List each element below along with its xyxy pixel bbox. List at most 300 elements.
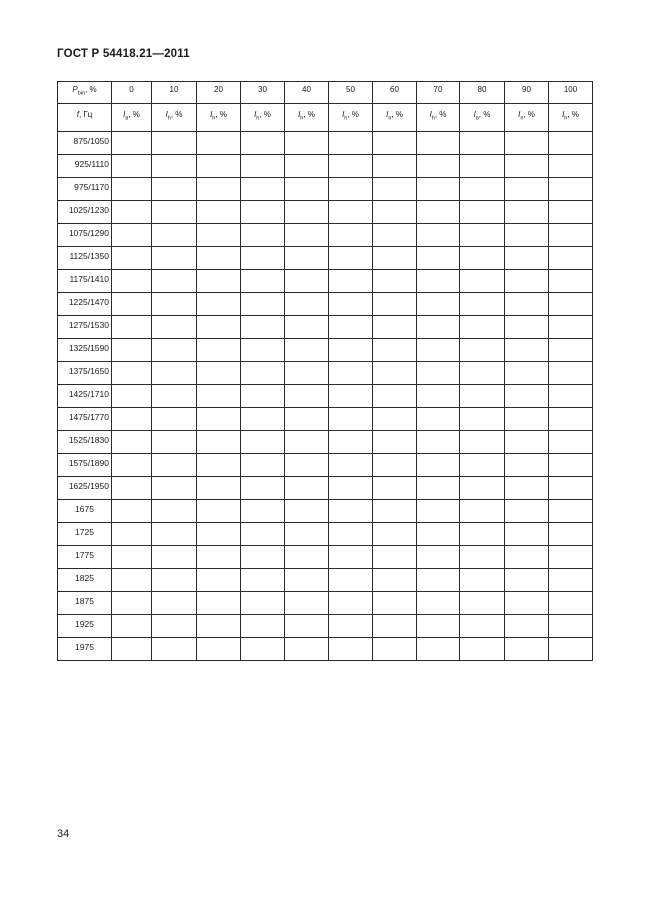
value-cell [505,615,549,638]
power-level-cell: 0 [112,82,152,104]
table-row [58,523,593,546]
value-cell [197,385,241,408]
value-cell [152,132,197,155]
frequency-cell: 1225/1470 [58,293,112,316]
value-cell [152,431,197,454]
value-cell [152,569,197,592]
value-cell [112,500,152,523]
frequency-cell: 875/1050 [58,132,112,155]
value-cell [241,270,285,293]
frequency-cell: 1025/1230 [58,201,112,224]
table-row [58,431,593,454]
value-cell [460,178,505,201]
value-cell [152,339,197,362]
value-cell [112,523,152,546]
value-cell [285,385,329,408]
power-level-cell: 10 [152,82,197,104]
value-cell [460,638,505,661]
value-cell [460,523,505,546]
value-cell [505,178,549,201]
value-cell [197,569,241,592]
value-cell [241,569,285,592]
value-cell [549,224,593,247]
frequency-cell: 1325/1590 [58,339,112,362]
value-cell [417,408,460,431]
value-cell [549,431,593,454]
value-cell [549,569,593,592]
value-cell [285,155,329,178]
frequency-header-cell: f, Гц [58,104,112,132]
table-row [58,247,593,270]
value-cell [329,454,373,477]
value-cell [152,178,197,201]
table-row [58,178,593,201]
value-cell [549,247,593,270]
value-cell [285,247,329,270]
value-cell [549,155,593,178]
value-cell [152,201,197,224]
value-cell [197,316,241,339]
power-header-cell: $P_{bin}$, % [58,82,112,104]
value-cell [197,408,241,431]
frequency-cell: 1975 [58,638,112,661]
value-cell [549,385,593,408]
table-row [58,316,593,339]
value-cell [417,546,460,569]
value-cell [112,339,152,362]
table-row [58,132,593,155]
value-cell [241,638,285,661]
value-cell [241,454,285,477]
value-cell [460,408,505,431]
current-unit-cell: $I_в$, % [112,104,152,132]
value-cell [152,385,197,408]
value-cell [112,316,152,339]
value-cell [152,247,197,270]
value-cell [329,592,373,615]
value-cell [549,362,593,385]
power-level-header-row [58,82,593,104]
power-level-cell: 30 [241,82,285,104]
value-cell [460,362,505,385]
table-row [58,293,593,316]
value-cell [460,132,505,155]
value-cell [197,500,241,523]
value-cell [549,477,593,500]
power-level-cell: 50 [329,82,373,104]
value-cell [241,500,285,523]
value-cell [197,293,241,316]
value-cell [549,546,593,569]
frequency-cell: 1075/1290 [58,224,112,247]
value-cell [197,224,241,247]
value-cell [285,178,329,201]
value-cell [112,592,152,615]
value-cell [373,615,417,638]
value-cell [329,293,373,316]
value-cell [285,362,329,385]
power-level-cell: 60 [373,82,417,104]
value-cell [549,270,593,293]
value-cell [112,385,152,408]
value-cell [373,408,417,431]
frequency-cell: 1575/1890 [58,454,112,477]
value-cell [285,477,329,500]
value-cell [417,385,460,408]
value-cell [505,293,549,316]
table-row [58,270,593,293]
current-unit-cell: $I_h$, % [285,104,329,132]
value-cell [373,500,417,523]
value-cell [460,293,505,316]
document-header: ГОСТ Р 54418.21—2011 [57,48,190,60]
value-cell [505,523,549,546]
value-cell [329,201,373,224]
value-cell [417,224,460,247]
value-cell [373,132,417,155]
value-cell [417,431,460,454]
value-cell [549,293,593,316]
value-cell [197,201,241,224]
value-cell [285,592,329,615]
value-cell [285,569,329,592]
value-cell [112,546,152,569]
value-cell [417,592,460,615]
value-cell [329,638,373,661]
value-cell [285,500,329,523]
table-row [58,201,593,224]
value-cell [241,316,285,339]
value-cell [197,431,241,454]
value-cell [549,592,593,615]
value-cell [152,546,197,569]
frequency-cell: 1425/1710 [58,385,112,408]
value-cell [329,362,373,385]
value-cell [549,316,593,339]
value-cell [241,385,285,408]
value-cell [241,201,285,224]
value-cell [505,201,549,224]
value-cell [505,385,549,408]
value-cell [152,270,197,293]
value-cell [505,477,549,500]
frequency-cell: 925/1110 [58,155,112,178]
value-cell [417,454,460,477]
value-cell [285,408,329,431]
value-cell [197,638,241,661]
value-cell [152,500,197,523]
value-cell [417,638,460,661]
value-cell [152,408,197,431]
table-row [58,638,593,661]
value-cell [373,224,417,247]
value-cell [460,385,505,408]
value-cell [285,339,329,362]
value-cell [285,431,329,454]
value-cell [285,270,329,293]
table-row [58,362,593,385]
value-cell [505,431,549,454]
value-cell [241,132,285,155]
value-cell [197,270,241,293]
table-row [58,569,593,592]
frequency-cell: 975/1170 [58,178,112,201]
value-cell [152,293,197,316]
value-cell [460,615,505,638]
frequency-cell: 1725 [58,523,112,546]
value-cell [197,523,241,546]
value-cell [373,477,417,500]
measurement-table [57,81,593,661]
frequency-cell: 1175/1410 [58,270,112,293]
value-cell [241,224,285,247]
value-cell [112,615,152,638]
value-cell [329,408,373,431]
value-cell [505,224,549,247]
value-cell [505,569,549,592]
value-cell [373,454,417,477]
value-cell [417,155,460,178]
frequency-cell: 1825 [58,569,112,592]
value-cell [549,523,593,546]
value-cell [112,362,152,385]
value-cell [417,293,460,316]
value-cell [373,431,417,454]
value-cell [460,155,505,178]
value-cell [417,201,460,224]
power-level-cell: 20 [197,82,241,104]
value-cell [505,500,549,523]
value-cell [505,592,549,615]
value-cell [241,546,285,569]
current-unit-cell: $I_h$, % [549,104,593,132]
value-cell [112,477,152,500]
value-cell [373,638,417,661]
power-level-cell: 40 [285,82,329,104]
value-cell [329,247,373,270]
value-cell [285,201,329,224]
current-unit-cell: $I_п$, % [373,104,417,132]
table-row [58,408,593,431]
value-cell [373,316,417,339]
value-cell [285,546,329,569]
value-cell [329,385,373,408]
value-cell [197,362,241,385]
frequency-cell: 1275/1530 [58,316,112,339]
value-cell [197,132,241,155]
value-cell [460,500,505,523]
power-level-cell: 100 [549,82,593,104]
value-cell [329,155,373,178]
value-cell [373,155,417,178]
value-cell [417,615,460,638]
value-cell [417,362,460,385]
current-unit-cell: $I_h$, % [241,104,285,132]
frequency-cell: 1675 [58,500,112,523]
value-cell [241,615,285,638]
table-row [58,546,593,569]
frequency-cell: 1775 [58,546,112,569]
value-cell [373,385,417,408]
value-cell [460,546,505,569]
value-cell [112,569,152,592]
value-cell [112,454,152,477]
value-cell [241,247,285,270]
value-cell [285,454,329,477]
value-cell [505,247,549,270]
value-cell [329,615,373,638]
value-cell [329,569,373,592]
value-cell [152,224,197,247]
value-cell [329,339,373,362]
value-cell [505,339,549,362]
value-cell [112,178,152,201]
table-row [58,592,593,615]
page-number: 34 [57,828,70,840]
value-cell [417,569,460,592]
value-cell [329,523,373,546]
value-cell [373,339,417,362]
value-cell [285,316,329,339]
value-cell [329,270,373,293]
value-cell [285,523,329,546]
value-cell [373,270,417,293]
value-cell [549,638,593,661]
value-cell [373,293,417,316]
frequency-cell: 1375/1650 [58,362,112,385]
value-cell [549,201,593,224]
current-unit-header-row [58,104,593,132]
value-cell [241,431,285,454]
value-cell [112,293,152,316]
value-cell [241,523,285,546]
value-cell [152,615,197,638]
power-level-cell: 70 [417,82,460,104]
value-cell [112,155,152,178]
table-row [58,224,593,247]
value-cell [241,339,285,362]
value-cell [197,454,241,477]
current-unit-cell: $I_h$, % [417,104,460,132]
value-cell [373,178,417,201]
value-cell [329,477,373,500]
value-cell [197,178,241,201]
value-cell [112,270,152,293]
value-cell [460,201,505,224]
current-unit-cell: $I_h$, % [329,104,373,132]
value-cell [241,155,285,178]
value-cell [373,201,417,224]
frequency-cell: 1475/1770 [58,408,112,431]
value-cell [112,132,152,155]
table-row [58,477,593,500]
value-cell [241,477,285,500]
value-cell [112,408,152,431]
value-cell [241,178,285,201]
value-cell [152,362,197,385]
value-cell [373,247,417,270]
current-unit-cell: $I_п$, % [505,104,549,132]
value-cell [549,339,593,362]
table-row [58,339,593,362]
value-cell [460,316,505,339]
value-cell [329,316,373,339]
value-cell [417,270,460,293]
value-cell [241,592,285,615]
value-cell [373,546,417,569]
value-cell [152,477,197,500]
frequency-cell: 1125/1350 [58,247,112,270]
value-cell [241,362,285,385]
value-cell [329,132,373,155]
value-cell [373,592,417,615]
value-cell [329,500,373,523]
value-cell [152,638,197,661]
value-cell [241,408,285,431]
value-cell [460,247,505,270]
value-cell [197,477,241,500]
value-cell [197,247,241,270]
current-unit-cell: $I_h$, % [197,104,241,132]
value-cell [460,454,505,477]
value-cell [152,454,197,477]
value-cell [197,615,241,638]
value-cell [549,615,593,638]
table-row [58,155,593,178]
value-cell [329,224,373,247]
value-cell [460,592,505,615]
value-cell [505,270,549,293]
value-cell [152,592,197,615]
value-cell [373,569,417,592]
value-cell [417,523,460,546]
value-cell [417,500,460,523]
value-cell [505,132,549,155]
value-cell [152,155,197,178]
table-row [58,500,593,523]
value-cell [460,569,505,592]
value-cell [197,155,241,178]
value-cell [417,339,460,362]
value-cell [285,615,329,638]
value-cell [373,523,417,546]
value-cell [549,132,593,155]
value-cell [417,247,460,270]
value-cell [460,224,505,247]
value-cell [329,431,373,454]
value-cell [505,408,549,431]
value-cell [417,477,460,500]
table-row [58,454,593,477]
value-cell [112,431,152,454]
value-cell [505,155,549,178]
value-cell [417,178,460,201]
value-cell [549,500,593,523]
value-cell [417,132,460,155]
value-cell [285,293,329,316]
value-cell [152,316,197,339]
value-cell [329,546,373,569]
value-cell [285,132,329,155]
frequency-cell: 1625/1950 [58,477,112,500]
value-cell [373,362,417,385]
value-cell [285,224,329,247]
power-level-cell: 80 [460,82,505,104]
current-unit-cell: $I_h$, % [152,104,197,132]
table-row [58,615,593,638]
value-cell [505,316,549,339]
value-cell [460,339,505,362]
